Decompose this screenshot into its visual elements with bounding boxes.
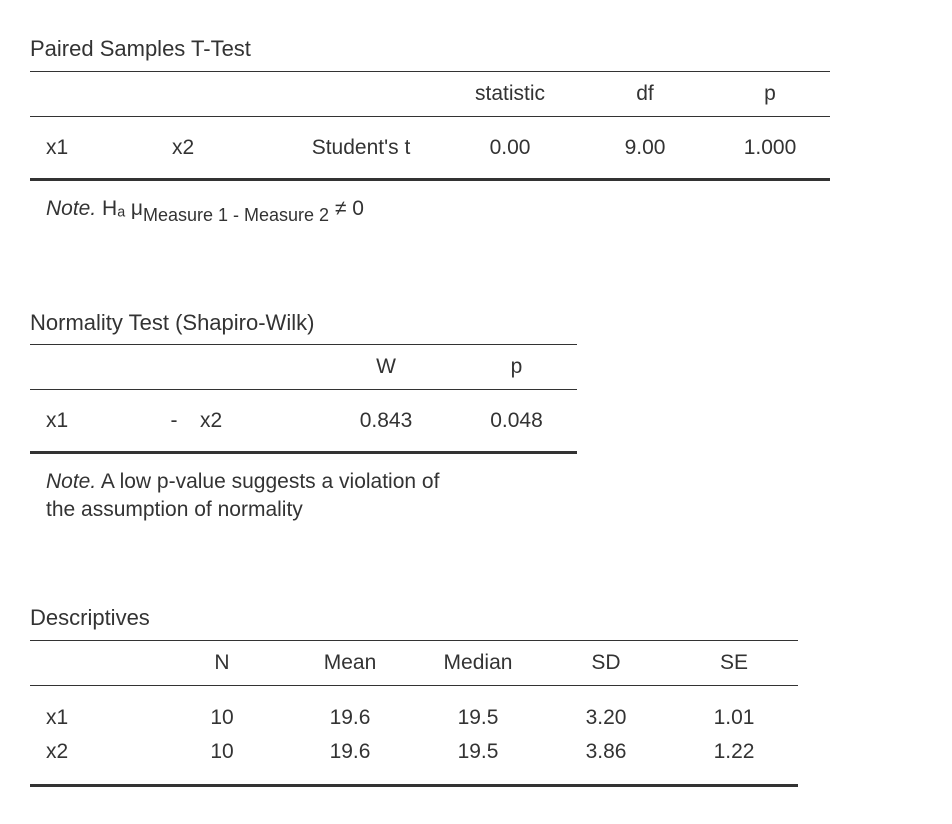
normality-cell-var1: x1 bbox=[46, 408, 69, 432]
normality-header-p: p bbox=[510, 355, 523, 378]
descriptives-header-median: Median bbox=[443, 651, 513, 674]
descriptives-cell-median: 19.5 bbox=[457, 705, 499, 729]
descriptives-cell-var: x1 bbox=[46, 705, 69, 729]
table-row bbox=[30, 734, 798, 786]
descriptives-cell-se: 1.01 bbox=[713, 705, 755, 729]
ttest-cell-test: Student's t bbox=[311, 135, 411, 159]
descriptives-header-mean: Mean bbox=[323, 651, 377, 674]
descriptives-cell-n: 10 bbox=[210, 739, 234, 763]
descriptives-header-se: SE bbox=[719, 651, 748, 674]
ttest-cell-statistic: 0.00 bbox=[489, 135, 531, 159]
normality-note-label: Note. bbox=[46, 470, 97, 493]
descriptives-cell-mean: 19.6 bbox=[329, 739, 371, 763]
ttest-table bbox=[30, 71, 830, 181]
table-row bbox=[30, 686, 798, 734]
ttest-cell-var1: x1 bbox=[46, 135, 69, 159]
normality-header-w: W bbox=[376, 355, 396, 378]
ttest-header-var1 bbox=[30, 72, 156, 117]
ttest-note-label: Note. bbox=[46, 197, 97, 220]
descriptives-cell-mean: 19.6 bbox=[329, 705, 371, 729]
descriptives-cell-var: x2 bbox=[46, 739, 69, 763]
ttest-header-df: df bbox=[636, 82, 654, 105]
descriptives-header-sd: SD bbox=[591, 651, 621, 674]
normality-cell-p: 0.048 bbox=[490, 408, 543, 432]
descriptives-header-var bbox=[30, 641, 158, 686]
descriptives-cell-se: 1.22 bbox=[713, 739, 755, 763]
ttest-cell-df: 9.00 bbox=[624, 135, 666, 159]
normality-title: Normality Test (Shapiro-Wilk) bbox=[30, 310, 315, 335]
table-row bbox=[30, 390, 577, 453]
descriptives-cell-n: 10 bbox=[210, 705, 234, 729]
ttest-header-var2 bbox=[156, 72, 282, 117]
ttest-note bbox=[46, 195, 364, 223]
descriptives-cell-sd: 3.86 bbox=[585, 739, 627, 763]
ttest-title: Paired Samples T-Test bbox=[30, 36, 251, 61]
ttest-header-p: p bbox=[764, 82, 776, 105]
table-row bbox=[30, 117, 830, 180]
descriptives-table bbox=[30, 640, 798, 787]
normality-header-var1 bbox=[30, 345, 156, 390]
ttest-cell-p: 1.000 bbox=[743, 135, 797, 159]
ttest-cell-var2: x2 bbox=[172, 135, 195, 159]
normality-note-line2: the assumption of normality bbox=[46, 498, 303, 521]
descriptives-header-n: N bbox=[214, 651, 230, 674]
ttest-header-test bbox=[282, 72, 440, 117]
normality-cell-w: 0.843 bbox=[359, 408, 413, 432]
normality-note-line1: A low p-value suggests a violation of bbox=[100, 470, 440, 493]
descriptives-title: Descriptives bbox=[30, 605, 150, 630]
ttest-header-statistic: statistic bbox=[474, 82, 545, 105]
normality-cell-sep: - bbox=[170, 408, 178, 432]
ttest-note-ha: Hₐ μ bbox=[102, 197, 143, 220]
descriptives-cell-sd: 3.20 bbox=[585, 705, 627, 729]
normality-table bbox=[30, 344, 577, 454]
normality-note bbox=[46, 468, 439, 524]
normality-header-sep bbox=[156, 345, 192, 390]
ttest-note-tail: ≠ 0 bbox=[334, 197, 364, 220]
normality-header-var2 bbox=[192, 345, 316, 390]
descriptives-cell-median: 19.5 bbox=[457, 739, 499, 763]
ttest-note-sub: Measure 1 - Measure 2 bbox=[142, 205, 330, 225]
normality-cell-var2: x2 bbox=[200, 408, 223, 432]
